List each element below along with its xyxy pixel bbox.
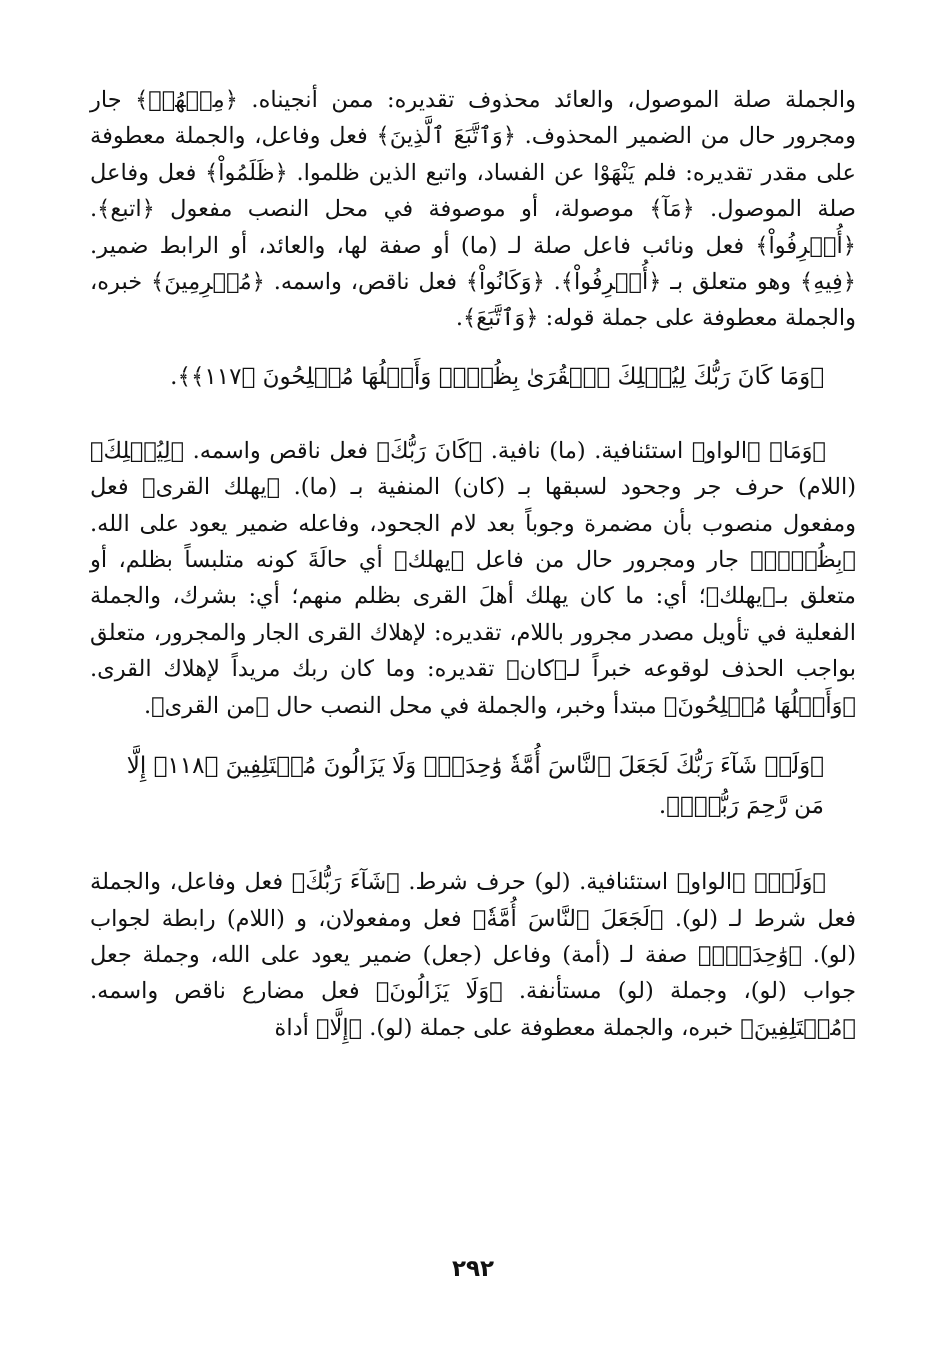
page-number: ٢٩٢ bbox=[451, 1256, 495, 1282]
spacer bbox=[90, 826, 856, 864]
quran-verse-118: ﴿وَلَوۡ شَآءَ رَبُّكَ لَجَعَلَ ٱلنَّاسَ أُمَّةٗ وَٰحِدَةٗۖ وَلَا يَزَالُونَ مُخۡتَلِفِينَ ﴿١١٨﴾ إِلَّا مَن رَّحِمَ رَبُّكَۚ﴾. bbox=[126, 753, 824, 820]
quran-verse-117: ﴿وَمَا كَانَ رَبُّكَ لِيُهۡلِكَ ٱلۡقُرَىٰ بِظُلۡمٖ وَأَهۡلُهَا مُصۡلِحُونَ ﴿١١٧﴾﴾. bbox=[170, 363, 824, 390]
paragraph-commentary-1: والجملة صلة الموصول، والعائد محذوف تقديره: ممن أنجيناه. ﴿مِنۡهُمۡ﴾ جار ومجرور حال من الضمير المحذوف. ﴿وَٱتَّبَعَ ٱلَّذِينَ﴾ فعل وفاعل، والجملة معطوفة على مقدر تقديره: فلم يَنْهَوْا عن الفساد، واتبع الذين ظلموا. ﴿ظَلَمُواْ﴾ فعل وفاعل صلة الموصول. ﴿مَآ﴾ موصولة، أو موصوفة في محل النصب مفعول ﴿اتبع﴾. ﴿أُتۡرِفُواْ﴾ فعل ونائب فاعل صلة لـ (ما) أو صفة لها، والعائد، أو الرابط ضمير. ﴿فِيهِ﴾ وهو متعلق بـ ﴿أُتۡرِفُواْ﴾. ﴿وَكَانُواْ﴾ فعل ناقص، واسمه. ﴿مُجۡرِمِينَ﴾ خبره، والجملة معطوفة على جملة قوله: ﴿وَٱتَّبَعَ﴾. bbox=[90, 87, 856, 332]
spacer bbox=[90, 337, 856, 357]
spacer bbox=[90, 397, 856, 433]
book-page bbox=[90, 82, 856, 1362]
spacer bbox=[90, 724, 856, 746]
paragraph-commentary-3: ﴿وَلَوۡ﴾ ﴿الواو﴾ استئنافية. (لو) حرف شرط. ﴿شَآءَ رَبُّكَ﴾ فعل وفاعل، والجملة فعل شرط لـ (لو). ﴿لَجَعَلَ ٱلنَّاسَ أُمَّةٗ﴾ فعل ومفعولان، و (اللام) رابطة لجواب (لو). ﴿وَٰحِدَةٗۖ﴾ صفة لـ (أمة) وفاعل (جعل) ضمير يعود على الله، وجملة جعل جواب (لو)، وجملة (لو) مستأنفة. ﴿وَلَا يَزَالُونَ﴾ فعل مضارع ناقص واسمه. ﴿مُخۡتَلِفِينَ﴾ خبره، والجملة معطوفة على جملة (لو). ﴿إِلَّا﴾ أداة bbox=[90, 869, 856, 1041]
paragraph-commentary-2: ﴿وَمَا﴾ ﴿الواو﴾ استئنافية. (ما) نافية. ﴿كَانَ رَبُّكَ﴾ فعل ناقص واسمه. ﴿لِيُهۡلِكَ﴾ (اللام) حرف جر وجحود لسبقها بـ (كان) المنفية بـ (ما). ﴿يهلك القرى﴾ فعل ومفعول منصوب بأن مضمرة وجوباً بعد لام الجحود، وفاعله ضمير يعود على الله. ﴿بِظُلۡمٖ﴾ جار ومجرور حال من فاعل ﴿يهلك﴾ أي حالَةَ كونه متلبساً بظلم، أو متعلق بـ﴿يهلك﴾؛ أي: ما كان يهلك أهلَ القرى بظلم منهم؛ أي: بشرك، والجملة الفعلية في تأويل مصدر مجرور باللام، تقديره: لإهلاك القرى الجار والمجرور، متعلق بواجب الحذف لوقوعه خبراً لـ﴿كان﴾ تقديره: وما كان ربك مريداً لإهلاك القرى. ﴿وَأَهۡلُهَا مُصۡلِحُونَ﴾ مبتدأ وخبر، والجملة في محل النصب حال ﴿من القرى﴾. bbox=[90, 437, 856, 719]
